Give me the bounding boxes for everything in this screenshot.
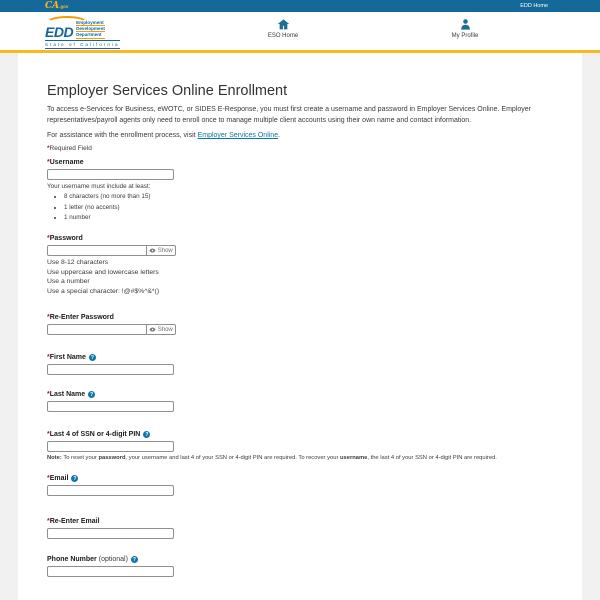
- phone-help-icon[interactable]: ?: [132, 556, 136, 563]
- last-name-group: [47, 391, 553, 412]
- password-label: *Password: [47, 235, 83, 242]
- reenter-password-show-button[interactable]: Show: [146, 324, 176, 335]
- nav-item-label: ESO Home: [267, 33, 299, 39]
- first-name-label: *First Name: [47, 354, 86, 361]
- email-group: [47, 475, 553, 496]
- enrollment-page: [18, 53, 582, 600]
- nav-item-label: My Profile: [451, 33, 479, 39]
- username-input[interactable]: [47, 169, 174, 180]
- last-name-label: *Last Name: [47, 391, 86, 398]
- password-rule-item: Use a number: [47, 278, 90, 285]
- reenter-password-input[interactable]: [47, 324, 146, 335]
- last-name-input[interactable]: [47, 401, 174, 412]
- reenter-email-group: [47, 518, 553, 539]
- edd-logo-department-lines: Employment Development Department: [76, 20, 105, 38]
- ssn-pin-help-icon[interactable]: ?: [145, 431, 149, 438]
- edd-home-link[interactable]: EDD Home: [520, 3, 548, 9]
- username-rules-list: [47, 193, 553, 221]
- email-input[interactable]: [47, 485, 174, 496]
- username-rule-item: • 1 letter (no accents): [64, 204, 553, 211]
- intro-paragraph: To access e-Services for Business, eWOTC, or SIDES E-Response, you must first create a username and password in Employer Services Online. Employer representatives/payroll agents only need to enroll once to manage multiple client accounts using their own name and contact information.: [47, 106, 531, 124]
- eye-icon: [149, 327, 156, 332]
- edd-logo-swoosh-icon: [46, 16, 88, 30]
- password-rule-item: Use a special character: !@#$%^&*(): [47, 287, 160, 295]
- edd-logo-acronym: EDD: [45, 23, 74, 40]
- username-hint-title: Your username must include at least:: [47, 183, 151, 190]
- email-help-icon[interactable]: ?: [73, 475, 77, 482]
- password-group: [47, 235, 553, 296]
- nav-item-eso-home[interactable]: [250, 18, 316, 39]
- cagov-logo[interactable]: CA.gov: [45, 0, 69, 11]
- reenter-email-input[interactable]: [47, 528, 174, 539]
- edd-logo[interactable]: [45, 16, 120, 49]
- last-name-help-icon[interactable]: ?: [90, 391, 94, 398]
- person-icon: [459, 18, 472, 31]
- assistance-paragraph: For assistance with the enrollment process, visit Employer Services Online.: [47, 132, 281, 139]
- ssn-pin-input[interactable]: [47, 441, 174, 452]
- reenter-email-label: *Re-Enter Email: [47, 518, 100, 525]
- ssn-pin-note: Note: To reset your password, your username and last 4 of your SSN or 4-digit PIN are required. To recover your username, the last 4 of your SSN or 4-digit PIN are required.: [47, 455, 497, 461]
- email-label: *Email: [47, 475, 69, 482]
- password-rule-item: Use 8-12 characters: [47, 259, 109, 266]
- first-name-help-icon[interactable]: ?: [90, 354, 94, 361]
- password-rules: [47, 258, 553, 296]
- phone-input[interactable]: [47, 566, 174, 577]
- reenter-password-label: *Re-Enter Password: [47, 314, 114, 321]
- page-title: Employer Services Online Enrollment: [47, 83, 288, 99]
- eye-icon: [149, 248, 156, 253]
- username-label: *Username: [47, 159, 84, 166]
- nav-item-my-profile[interactable]: [432, 18, 498, 39]
- employer-services-online-link[interactable]: Employer Services Online: [197, 132, 279, 139]
- phone-label: Phone Number (optional): [47, 556, 128, 563]
- required-field-note: *Required Field: [47, 145, 92, 152]
- phone-group: [47, 556, 553, 577]
- edd-logo-tagline: State of California: [45, 42, 120, 48]
- home-icon: [277, 18, 290, 31]
- username-rule-item: • 1 number: [64, 214, 553, 221]
- first-name-group: [47, 354, 553, 375]
- utility-bar: [0, 0, 600, 12]
- main-nav: [0, 12, 600, 50]
- username-rule-item: • 8 characters (no more than 15): [64, 193, 553, 200]
- password-rule-item: Use uppercase and lowercase letters: [47, 268, 159, 276]
- reenter-password-group: [47, 314, 553, 335]
- ssn-pin-label: *Last 4 of SSN or 4-digit PIN: [47, 431, 141, 438]
- username-group: [47, 159, 553, 221]
- password-input[interactable]: [47, 245, 146, 256]
- first-name-input[interactable]: [47, 364, 174, 375]
- password-show-button[interactable]: Show: [146, 245, 176, 256]
- ssn-pin-group: [47, 431, 553, 461]
